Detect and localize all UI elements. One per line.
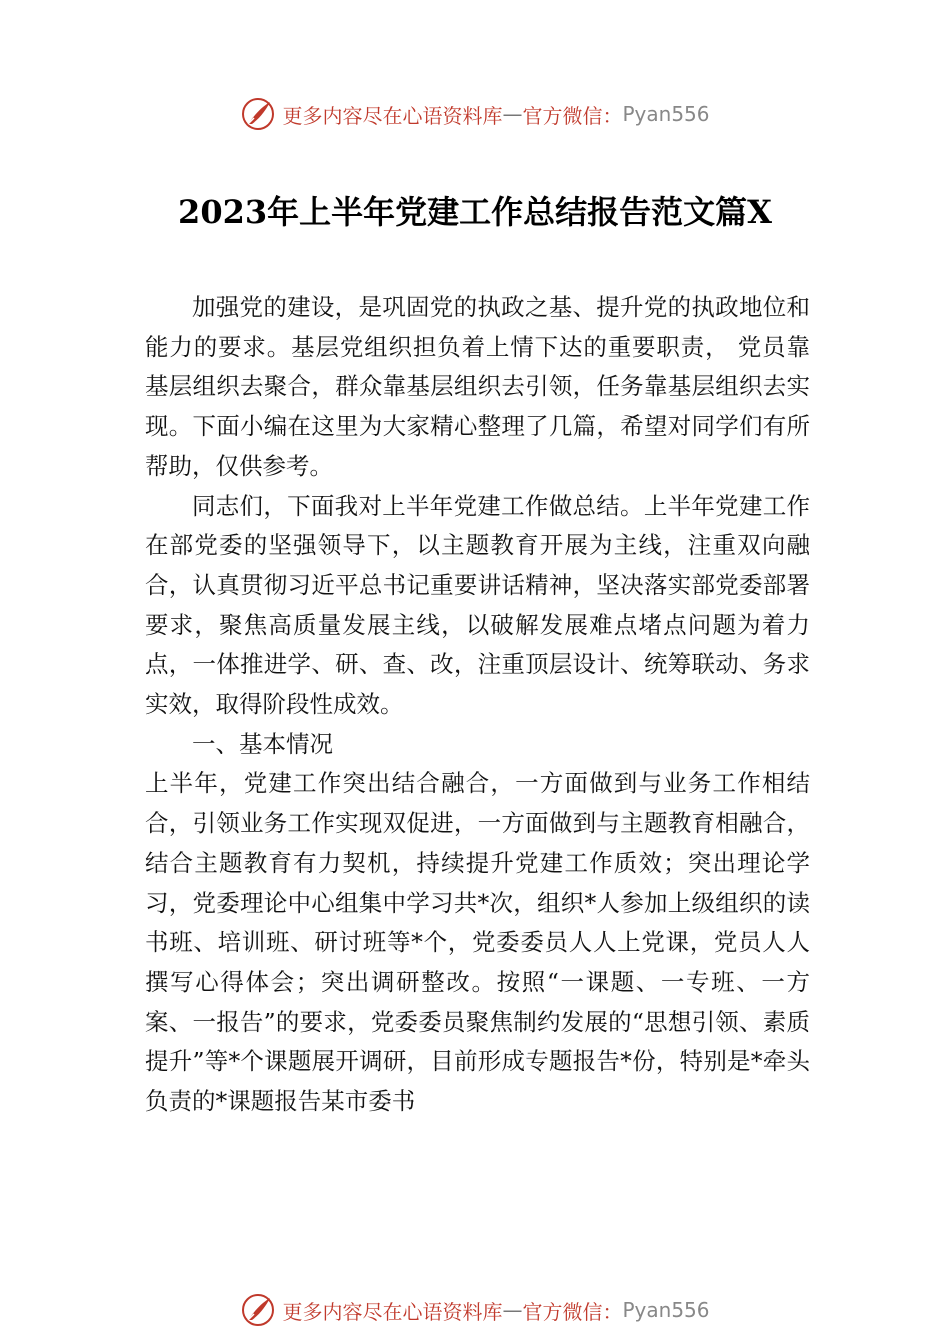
quill-pen-logo-icon bbox=[240, 1292, 276, 1328]
summary-paragraph: 同志们，下面我对上半年党建工作做总结。上半年党建工作在部党委的坚强领导下，以主题教育开展为主线，注重双向融合，认真贯彻习近平总书记重要讲话精神，坚决落实部党委部署要求，聚焦高质量发展主线，以破解发展难点堵点问题为着力点，一体推进学、研、查、改，注重顶层设计、统筹联动、务求实效，取得阶段性成效。 bbox=[145, 491, 810, 719]
section-body-paragraph: 上半年，党建工作突出结合融合，一方面做到与业务工作相结合，引领业务工作实现双促进，一方面做到与主题教育相融合，结合主题教育有力契机，持续提升党建工作质效；突出理论学习，党委理论中心组集中学习共*次，组织*人参加上级组织的读书班、培训班、研讨班等*个，党委委员人人上党课，党员人人撰写心得体会；突出调研整改。按照“一课题、一专班、一方案、一报告”的要求，党委委员聚焦制约发展的“思想引领、素质提升”等*个课题展开调研，目前形成专题报告*份，特别是*牵头负责的*课题报告某市委书 bbox=[145, 769, 810, 1116]
banner-wechat-id: Pyan556 bbox=[622, 102, 710, 126]
banner-wechat-label: 官方微信： bbox=[522, 103, 623, 128]
section-heading-basic-situation: 一、基本情况 bbox=[192, 729, 333, 758]
header-watermark-banner bbox=[0, 94, 950, 134]
banner-dash: — bbox=[502, 1298, 523, 1322]
banner-dash: — bbox=[502, 102, 523, 126]
banner-promo-text: 更多内容尽在心语资料库 bbox=[282, 103, 503, 128]
banner-wechat-label: 官方微信： bbox=[522, 1299, 623, 1324]
document-title: 2023年上半年党建工作总结报告范文篇X bbox=[178, 193, 772, 231]
document-body bbox=[145, 288, 810, 1122]
banner-promo-text: 更多内容尽在心语资料库 bbox=[282, 1299, 503, 1324]
footer-watermark-banner bbox=[0, 1290, 950, 1330]
intro-paragraph: 加强党的建设，是巩固党的执政之基、提升党的执政地位和能力的要求。基层党组织担负着上情下达的重要职责， 党员靠基层组织去聚合，群众靠基层组织去引领，任务靠基层组织去实现。下面小编在这里为大家精心整理了几篇，希望对同学们有所帮助，仅供参考。 bbox=[145, 293, 810, 480]
quill-pen-logo-icon bbox=[240, 96, 276, 132]
banner-wechat-id: Pyan556 bbox=[622, 1298, 710, 1322]
